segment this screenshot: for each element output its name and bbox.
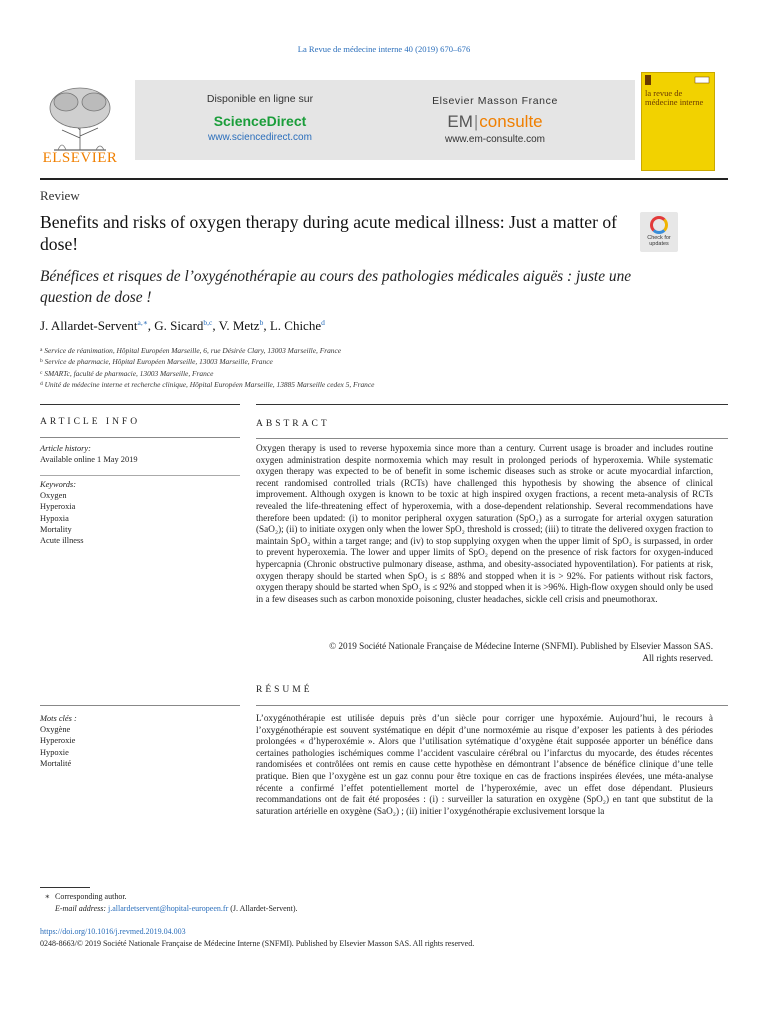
journal-citation-link[interactable]: La Revue de médecine interne 40 (2019) 670–676 bbox=[297, 44, 471, 54]
article-history bbox=[40, 443, 240, 465]
abstract-copyright: © 2019 Société Nationale Française de Médecine Interne (SNFMI). Published by Elsevier Masson SAS. All rights reserved. bbox=[329, 641, 713, 663]
author-name[interactable]: V. Metz bbox=[218, 318, 260, 333]
article-title-french: Bénéfices et risques de l’oxygénothérapie au cours des pathologies médicales aiguës : juste une question de dose ! bbox=[40, 268, 632, 306]
author-email-link[interactable]: j.allardetservent@hopital-europeen.fr bbox=[108, 903, 229, 913]
article-type: Review bbox=[40, 188, 80, 203]
footnote-rule bbox=[40, 887, 90, 888]
author-affiliation-marker[interactable]: a,∗ bbox=[137, 318, 148, 327]
mots-cles-list bbox=[40, 713, 240, 769]
check-for-updates-button[interactable] bbox=[640, 212, 678, 252]
keyword-item: Oxygen bbox=[40, 491, 67, 501]
doi-link[interactable]: https://doi.org/10.1016/j.revmed.2019.04.003 bbox=[40, 927, 186, 936]
author-affiliation-marker[interactable]: b bbox=[259, 318, 264, 327]
author-affiliation-marker[interactable]: d bbox=[321, 318, 325, 327]
affiliation-list bbox=[40, 345, 374, 391]
article-info-top-rule bbox=[40, 404, 240, 405]
keywords-label: Keywords: bbox=[40, 480, 76, 489]
crossmark-icon bbox=[650, 216, 668, 234]
abstract-rule bbox=[256, 438, 728, 439]
email-note: E-mail address: j.allardetservent@hopital-europeen.fr (J. Allardet-Servent). bbox=[55, 903, 298, 913]
history-value: Available online 1 May 2019 bbox=[40, 455, 138, 465]
footnotes bbox=[40, 891, 298, 914]
keyword-item: Mortality bbox=[40, 524, 72, 534]
affiliation-item: $^a$ Service de réanimation, Hôpital Européen Marseille, 6, rue Désirée Clary, 13003 Marseille, France bbox=[40, 346, 342, 355]
abstract-text: Oxygen therapy is used to reverse hypoxemia since more than a century. Current usage is broader and includes routine oxygen administration despite normoxemia which may result in prolonged periods of hyperoxemia. While systematic oxygen therapy was expected to be of benefit in some ischemic diseases such as stroke or acute myocardial infarction, recent randomised controlled trials (RCTs) have challenged this hypothesis by showing the absence of clinical improvement. Although oxygen is known to be toxic at high inspired oxygen fractions, a recent meta-analysis of RCTs revealed the life-threatening effect of hyperoxemia, with a dose-dependent relationship. Several recommendations have therefore been updated: (i) to monitor peripheral oxygen saturation (SpO₂) as a surrogate for arterial oxygen saturation (SaO₂); (ii) to initiate oxygen only when the lower SpO₂ threshold is crossed; (iii) to titrate the delivered oxygen fraction to maintain SpO₂ within a target range; and (iv) to stop supplying oxygen when the upper limit of SpO₂ is surpassed, in order to prevent hyperoxemia. The lower and upper limits of SpO₂ depend on the presence of risk factors for oxygen-induced hypercapnia (Chronic obstructive pulmonary disease, asthma, and obesity-associated hypoventilation). For patients at risk, oxygen therapy should be started when SpO₂ is ≤ 88% and stopped when it is > 92%. For patients without risk factors, oxygen therapy should be started when SpO₂ is ≤ 92% and stopped when it is >96%. High-flow oxygen should only be used in a few diseases such as carbon monoxide poisoning, cluster headaches, sickle cell crisis and pneumothorax. bbox=[256, 443, 713, 604]
doi-block bbox=[40, 926, 474, 949]
affiliation-item: $^d$ Unité de médecine interne et recherche clinique, Hôpital Européen Marseille, 13885 Marseille cedex 5, France bbox=[40, 380, 375, 390]
article-info-rule bbox=[40, 437, 240, 438]
author-affiliation-marker[interactable]: b,c bbox=[203, 318, 213, 327]
emconsulte-link[interactable]: www.em-consulte.com bbox=[444, 134, 546, 145]
emconsulte-logo: EM|consulte bbox=[447, 112, 543, 131]
author-name[interactable]: G. Sicard bbox=[154, 318, 204, 333]
keyword-item: Acute illness bbox=[40, 536, 84, 546]
journal-banner bbox=[40, 70, 728, 174]
keyword-item: Mortalité bbox=[40, 758, 72, 768]
history-label: Article history: bbox=[40, 444, 91, 453]
emconsulte-block bbox=[430, 95, 560, 145]
em-logo-right: consulte bbox=[479, 112, 543, 131]
sciencedirect-link[interactable]: www.sciencedirect.com bbox=[208, 132, 312, 143]
em-logo-left: EM bbox=[447, 112, 473, 131]
available-online-label: Disponible en ligne sur bbox=[206, 93, 314, 105]
cover-title: la revue de médecine interne bbox=[645, 88, 704, 107]
keyword-item: Hyperoxie bbox=[40, 736, 76, 746]
keyword-item: Hypoxia bbox=[40, 513, 69, 523]
keywords-list bbox=[40, 479, 240, 546]
resume-header: RÉSUMÉ bbox=[256, 685, 313, 695]
publisher-name: Elsevier Masson France bbox=[432, 95, 558, 107]
sciencedirect-logo: ScienceDirect bbox=[213, 113, 307, 129]
author-list: J. Allardet-Servent$^{a,∗}$, G. Sicard$^{b,c}$, V. Metz$^b$, L. Chiche$^d$ bbox=[40, 318, 325, 333]
journal-cover-thumbnail[interactable] bbox=[641, 72, 715, 171]
resume-rule bbox=[256, 705, 728, 706]
crossmark-label: Check for updates bbox=[647, 235, 671, 247]
mots-cles-label: Mots clés : bbox=[40, 714, 77, 723]
article-title: Benefits and risks of oxygen therapy during acute medical illness: Just a matter of dose! bbox=[40, 212, 618, 254]
sciencedirect-block bbox=[195, 93, 325, 143]
author-name[interactable]: J. Allardet-Servent bbox=[40, 318, 138, 333]
keyword-item: Hypoxie bbox=[40, 747, 69, 757]
abstract-header: ABSTRACT bbox=[256, 419, 330, 429]
issn-copyright: 0248-8663/© 2019 Société Nationale Française de Médecine Interne (SNFMI). Published by Elsevier Masson SAS. All rights reserved. bbox=[40, 938, 475, 948]
keyword-item: Hyperoxia bbox=[40, 502, 76, 512]
corresponding-author-note: ∗ Corresponding author. bbox=[44, 892, 127, 901]
cover-header-bar bbox=[645, 75, 711, 85]
affiliation-item: $^c$ SMARTc, faculté de pharmacie, 13003 Marseille, France bbox=[40, 368, 214, 378]
keywords-rule bbox=[40, 475, 240, 476]
keyword-item: Oxygène bbox=[40, 725, 71, 735]
abstract-top-rule bbox=[256, 404, 728, 405]
resume-text: L’oxygénothérapie est utilisée depuis près d’un siècle pour corriger une hypoxémie. Aujourd’hui, le recours à l’oxygénothérapie est souvent systématique en dépit d’une normoxémie au risque d’exposer les patients à des périodes prolongées « d’hyperoxémie ». Alors que l’utilisation sytématique d’oxygène était supposée apporter un bénéfice dans certaines pathologies ischémiques comme l’accident vasculaire cérébral ou l’infarctus du myocarde, des études récentes randomisées et contrôlées ont remis en cause cette hypothèse en démontrant l’absence de bénéfice clinique d’une telle pratique. Bien que l’oxygène est un gaz connu pour être toxique en cas de fractions inspirées élevées, une méta-analyse récente a confirmé l’effet potentiellement mortel de l’hyperoxémie, avec un effet dose dépendant. Plusieurs recommandations ont de fait été proposées : (i) : surveiller la saturation en oxygène (SpO₂) en tant que substitut de la saturation artérielle en oxygène (SaO₂) ; (ii) initier l’oxygénothérapie exclusivement lorsque la bbox=[256, 713, 713, 816]
author-name[interactable]: L. Chiche bbox=[269, 318, 322, 333]
affiliation-item: $^b$ Service de pharmacie, Hôpital Européen Marseille, 13003 Marseille, France bbox=[40, 357, 273, 367]
header-rule bbox=[40, 178, 728, 180]
mots-cles-rule bbox=[40, 705, 240, 706]
article-info-header: ARTICLE INFO bbox=[40, 417, 141, 427]
elsevier-wordmark: ELSEVIER bbox=[42, 150, 118, 166]
